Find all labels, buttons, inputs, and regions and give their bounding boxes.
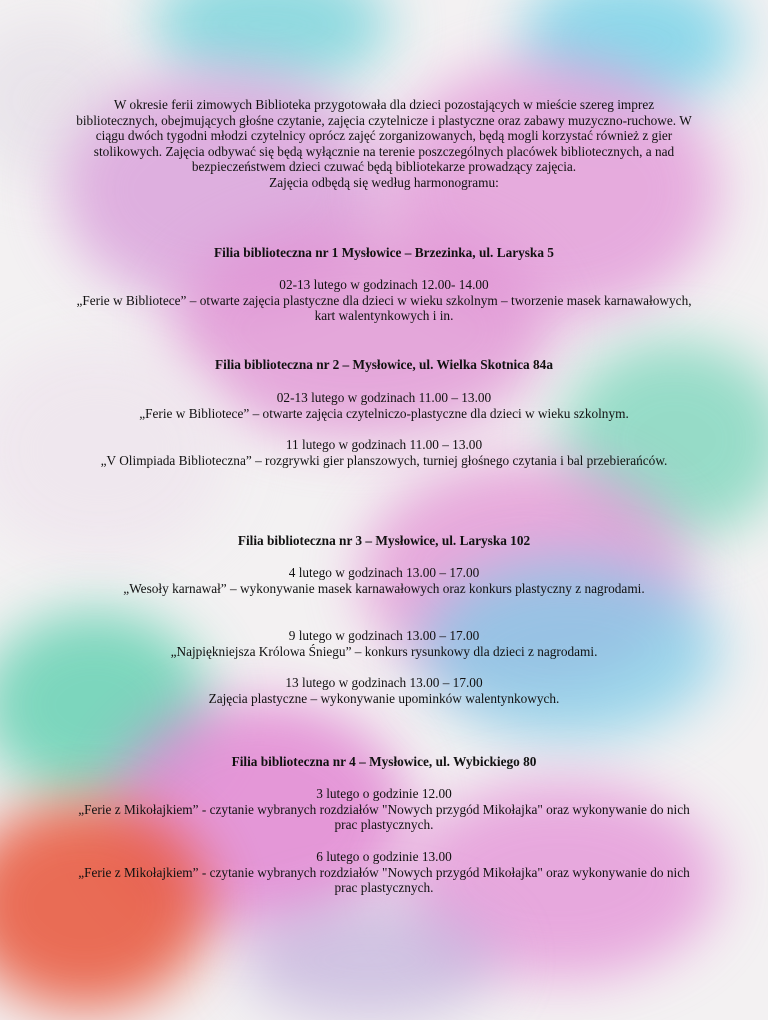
schedule-intro: Zajęcia odbędą się według harmonogramu:: [269, 174, 499, 190]
intro-section: [72, 97, 696, 190]
branch-4-event-1: [72, 786, 696, 833]
branch-3-heading: Filia biblioteczna nr 3 – Mysłowice, ul. Laryska 102: [237, 533, 531, 548]
event-description: „Ferie z Mikołajkiem” - czytanie wybranych rozdziałów "Nowych przygód Mikołajka" oraz wykonywanie do nich prac plastycznych.: [78, 801, 690, 832]
branch-1-event-1: [72, 277, 696, 324]
event-description: „Ferie z Mikołajkiem” - czytanie wybranych rozdziałów "Nowych przygód Mikołajka" oraz wykonywanie do nich prac plastycznych.: [78, 864, 690, 895]
event-date: 13 lutego w godzinach 13.00 – 17.00: [285, 675, 483, 690]
event-description: „Ferie w Bibliotece” – otwarte zajęcia plastyczne dla dzieci w wieku szkolnym – tworzenie masek karnawałowych, kart walentynkowych i in.: [76, 292, 692, 323]
event-date: 11 lutego w godzinach 11.00 – 13.00: [285, 437, 483, 452]
branch-2-event-1: [72, 390, 696, 421]
event-description: „Wesoły karnawał” – wykonywanie masek karnawałowych oraz konkurs plastyczny z nagrodami.: [123, 580, 645, 596]
event-date: 3 lutego o godzinie 12.00: [316, 786, 452, 801]
event-description: Zajęcia plastyczne – wykonywanie upominków walentynkowych.: [208, 690, 560, 706]
event-date: 02-13 lutego w godzinach 11.00 – 13.00: [276, 390, 492, 405]
event-description: „V Olimpiada Biblioteczna” – rozgrywki gier planszowych, turniej głośnego czytania i bal przebierańców.: [100, 452, 668, 468]
branch-3-event-3: [72, 675, 696, 706]
branch-3-event-2: [72, 628, 696, 659]
branch-2-event-2: [72, 437, 696, 468]
event-date: 02-13 lutego w godzinach 12.00- 14.00: [279, 277, 489, 292]
event-description: „Ferie w Bibliotece” – otwarte zajęcia czytelniczo-plastyczne dla dzieci w wieku szkolnym.: [139, 405, 629, 421]
event-description: „Najpiękniejsza Królowa Śniegu” – konkurs rysunkowy dla dzieci z nagrodami.: [170, 643, 598, 659]
branch-3-event-1: [72, 565, 696, 596]
event-date: 6 lutego o godzinie 13.00: [316, 849, 452, 864]
event-date: 9 lutego w godzinach 13.00 – 17.00: [288, 628, 480, 643]
branch-4-event-2: [72, 849, 696, 896]
branch-1-heading: Filia biblioteczna nr 1 Mysłowice – Brzezinka, ul. Laryska 5: [214, 245, 554, 260]
branch-4-heading: Filia biblioteczna nr 4 – Mysłowice, ul. Wybickiego 80: [231, 754, 537, 769]
branch-2-heading: Filia biblioteczna nr 2 – Mysłowice, ul. Wielka Skotnica 84a: [215, 357, 553, 372]
event-date: 4 lutego w godzinach 13.00 – 17.00: [288, 565, 480, 580]
intro-paragraph: W okresie ferii zimowych Biblioteka przygotowała dla dzieci pozostających w mieście szereg imprez bibliotecznych, obejmujących głośne czytanie, zajęcia czytelnicze i plastyczne oraz zabawy muzyczno-ruchowe. W ciągu dwóch tygodni młodzi czytelnicy oprócz zajęć zorganizowanych, będą mogli korzystać również z gier stolikowych. Zajęcia odbywać się będą wyłącznie na terenie poszczególnych placówek bibliotecznych, a nad bezpieczeństwem dzieci czuwać będą bibliotekarze prowadzący zajęcia.: [76, 97, 692, 174]
